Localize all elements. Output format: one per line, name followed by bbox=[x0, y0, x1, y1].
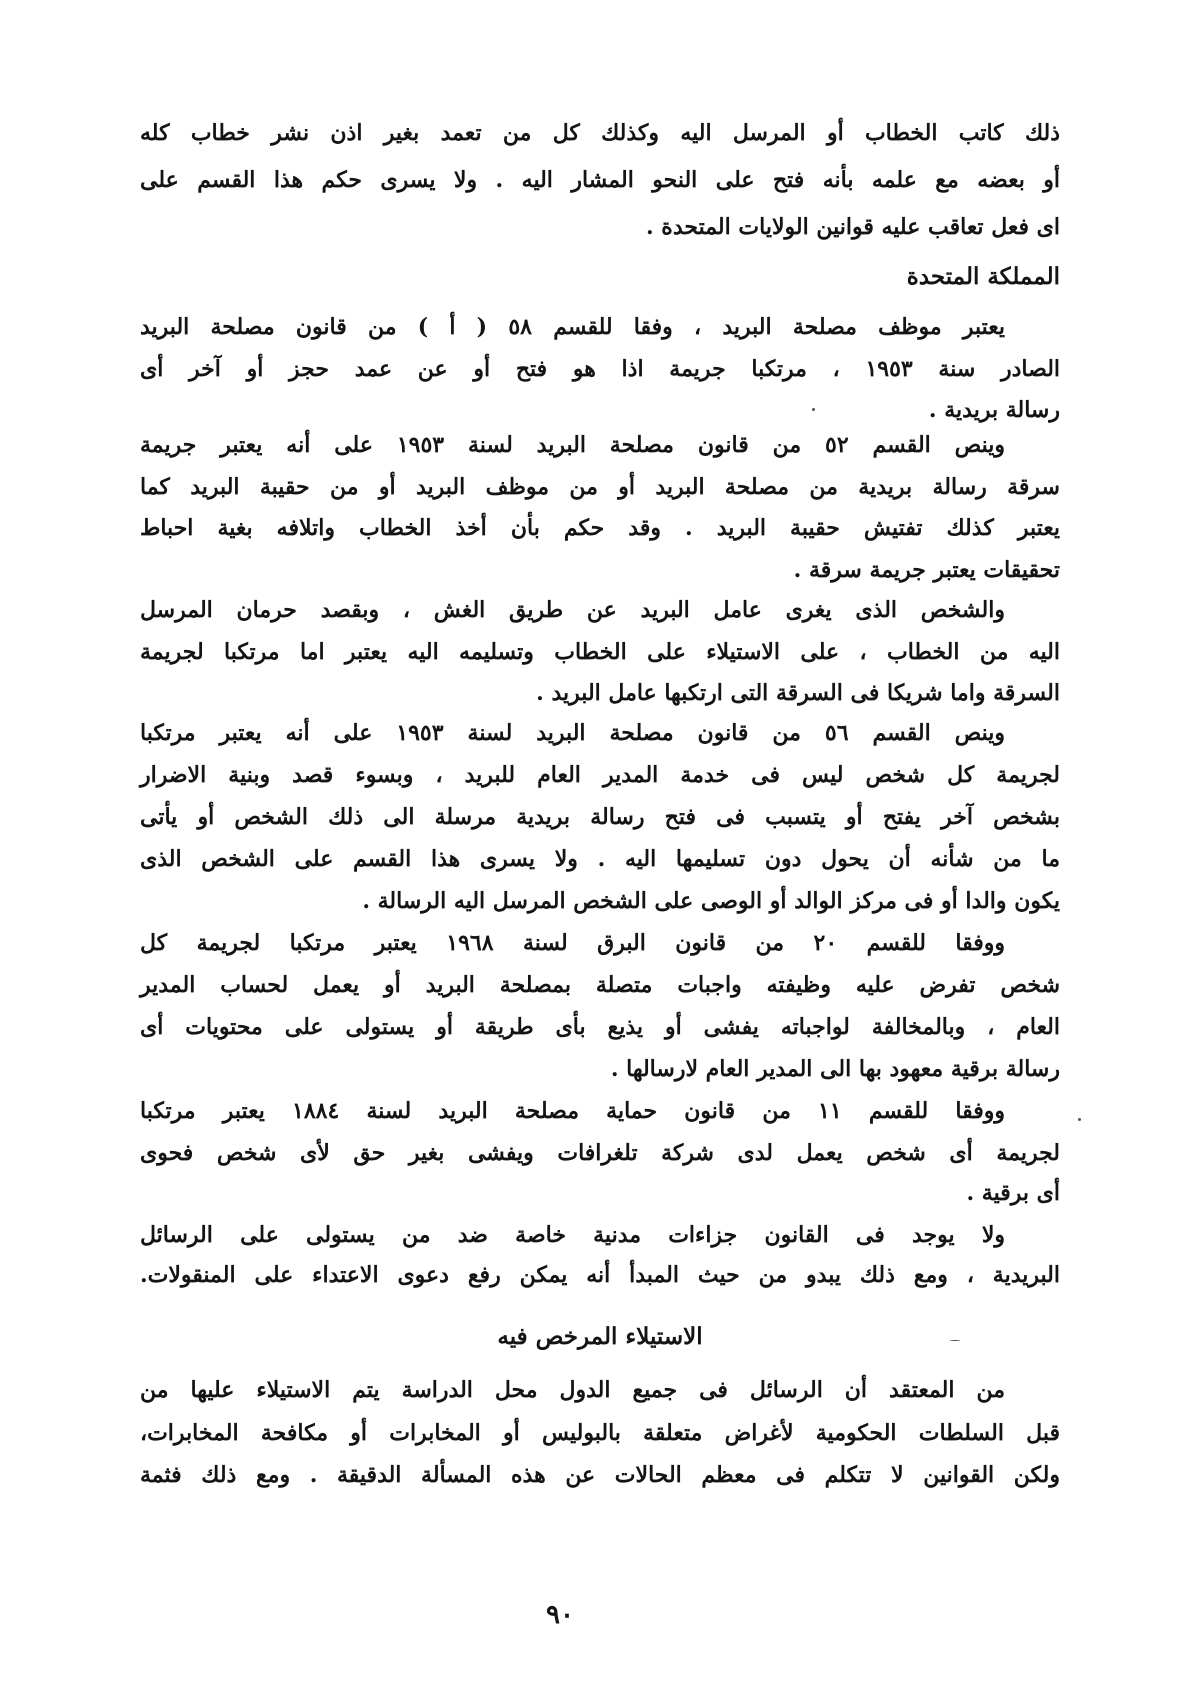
text-line: بشخص آخر يفتح أو يتسبب فى فتح رسالة بريدية مرسلة الى ذلك الشخص أو يأتى bbox=[140, 804, 1060, 830]
scan-speck bbox=[1078, 1118, 1081, 1121]
text-line: لجريمة كل شخص ليس فى خدمة المدير العام للبريد ، وبسوء قصد وبنية الاضرار bbox=[140, 762, 1060, 788]
text-line: تحقيقات يعتبر جريمة سرقة . bbox=[793, 557, 1060, 583]
text-line: والشخص الذى يغرى عامل البريد عن طريق الغش ، وبقصد حرمان المرسل bbox=[140, 597, 1005, 623]
text-line: ولكن القوانين لا تتكلم فى معظم الحالات عن هذه المسألة الدقيقة . ومع ذلك فثمة bbox=[140, 1462, 1060, 1488]
page-number: ٩٠ bbox=[546, 1600, 574, 1630]
scan-speck bbox=[950, 1340, 960, 1341]
text-line: أو بعضه مع علمه بأنه فتح على النحو المشار اليه . ولا يسرى حكم هذا القسم على bbox=[140, 167, 1060, 193]
text-line: ووفقا للقسم ١١ من قانون حماية مصلحة البريد لسنة ١٨٨٤ يعتبر مرتكبا bbox=[140, 1098, 1005, 1124]
text-line: سرقة رسالة بريدية من مصلحة البريد أو من موظف البريد أو من حقيبة البريد كما bbox=[140, 474, 1060, 500]
text-line: رسالة بريدية . bbox=[928, 397, 1060, 423]
text-line: اليه من الخطاب ، على الاستيلاء على الخطاب وتسليمه اليه يعتبر اما مرتكبا لجريمة bbox=[140, 639, 1060, 665]
text-line: قبل السلطات الحكومية لأغراض متعلقة بالبوليس أو المخابرات أو مكافحة المخابرات، bbox=[140, 1420, 1060, 1446]
text-line: يعتبر كذلك تفتيش حقيبة البريد . وقد حكم بأن أخذ الخطاب واتلافه بغية احباط bbox=[140, 515, 1060, 541]
text-line: من المعتقد أن الرسائل فى جميع الدول محل الدراسة يتم الاستيلاء عليها من bbox=[140, 1377, 1005, 1403]
text-line: السرقة واما شريكا فى السرقة التى ارتكبها عامل البريد . bbox=[536, 680, 1060, 706]
text-line: اى فعل تعاقب عليه قوانين الولايات المتحدة . bbox=[645, 214, 1060, 240]
scan-speck bbox=[812, 408, 815, 411]
body-text bbox=[140, 0, 1060, 1600]
text-line: أى برقية . bbox=[966, 1180, 1060, 1206]
text-line: ووفقا للقسم ٢٠ من قانون البرق لسنة ١٩٦٨ يعتبر مرتكبا لجريمة كل bbox=[140, 930, 1006, 956]
text-line: البريدية ، ومع ذلك يبدو من حيث المبدأ أنه يمكن رفع دعوى الاعتداء على المنقولات. bbox=[140, 1262, 1060, 1288]
section-heading: المملكة المتحدة bbox=[906, 263, 1060, 290]
text-line: وينص القسم ٥٢ من قانون مصلحة البريد لسنة ١٩٥٣ على أنه يعتبر جريمة bbox=[140, 432, 1005, 458]
text-line: ما من شأنه أن يحول دون تسليمها اليه . ولا يسرى هذا القسم على الشخص الذى bbox=[140, 846, 1060, 872]
text-line: العام ، وبالمخالفة لواجباته يفشى أو يذيع بأى طريقة أو يستولى على محتويات أى bbox=[140, 1014, 1060, 1040]
text-line: يكون والدا أو فى مركز الوالد أو الوصى على الشخص المرسل اليه الرسالة . bbox=[362, 888, 1060, 914]
text-line: شخص تفرض عليه وظيفته واجبات متصلة بمصلحة البريد أو يعمل لحساب المدير bbox=[140, 972, 1060, 998]
text-line: يعتبر موظف مصلحة البريد ، وفقا للقسم ٥٨ ( أ ) من قانون مصلحة البريد bbox=[140, 314, 1005, 340]
text-line: ولا يوجد فى القانون جزاءات مدنية خاصة ضد من يستولى على الرسائل bbox=[140, 1222, 1005, 1248]
section-heading: الاستيلاء المرخص فيه bbox=[497, 1323, 703, 1350]
text-line: ذلك كاتب الخطاب أو المرسل اليه وكذلك كل من تعمد بغير اذن نشر خطاب كله bbox=[140, 120, 1060, 146]
text-line: لجريمة أى شخص يعمل لدى شركة تلغرافات ويفشى بغير حق لأى شخص فحوى bbox=[140, 1140, 1060, 1166]
text-line: رسالة برقية معهود بها الى المدير العام لارسالها . bbox=[610, 1056, 1060, 1082]
text-line: وينص القسم ٥٦ من قانون مصلحة البريد لسنة ١٩٥٣ على أنه يعتبر مرتكبا bbox=[140, 720, 1005, 746]
text-line: الصادر سنة ١٩٥٣ ، مرتكبا جريمة اذا هو فتح أو عن عمد حجز أو آخر أى bbox=[140, 356, 1061, 382]
